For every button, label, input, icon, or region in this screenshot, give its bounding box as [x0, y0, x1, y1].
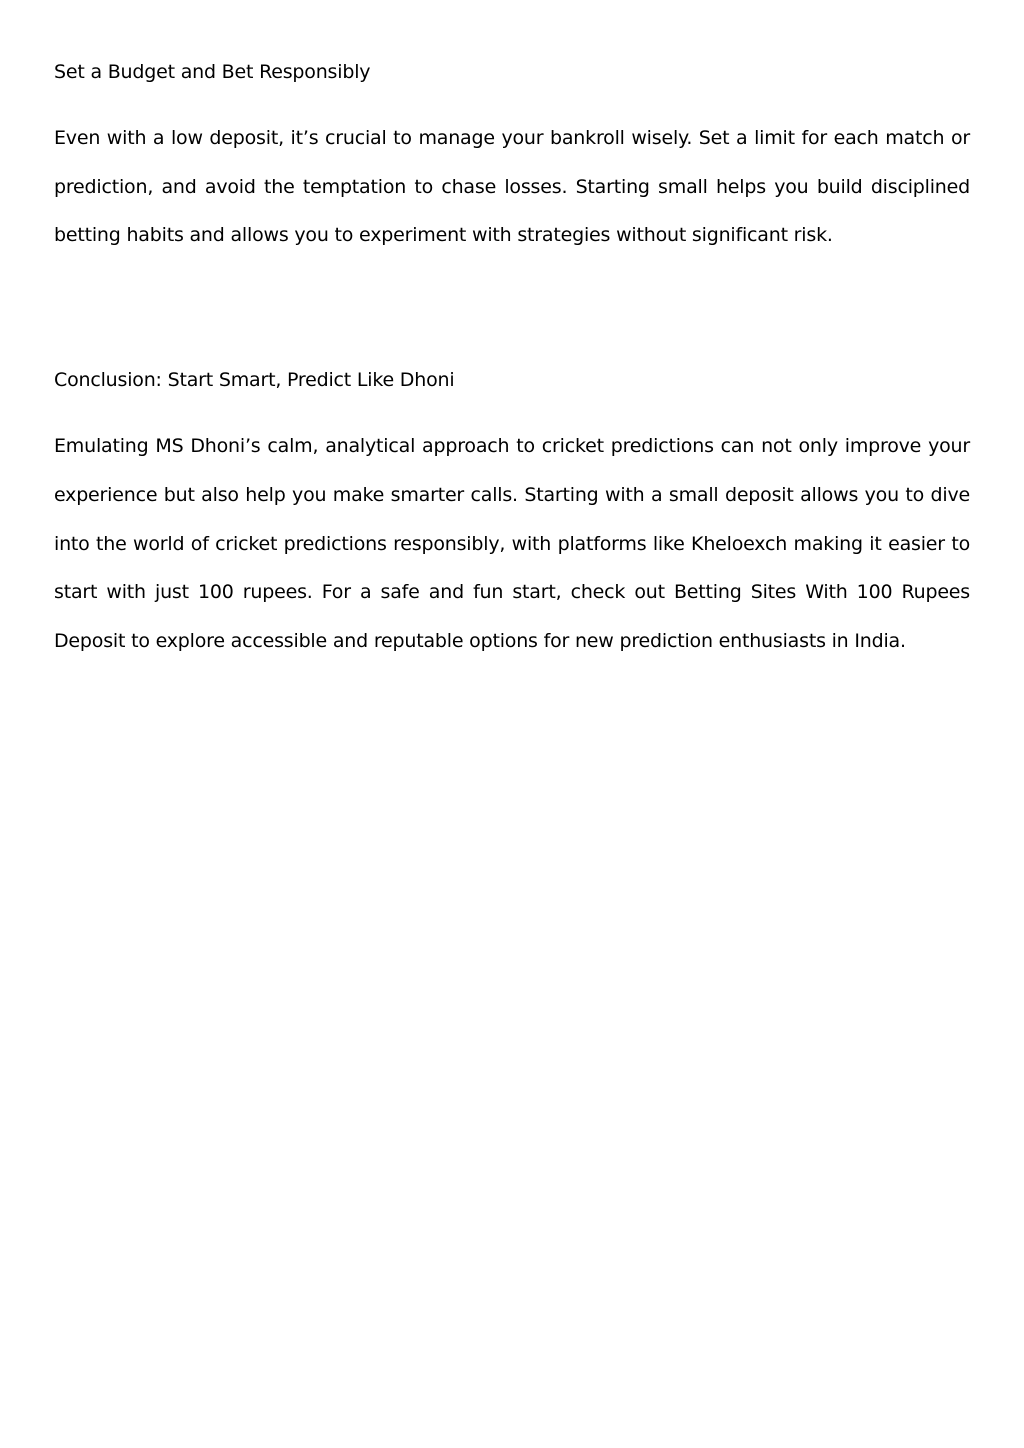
section-heading-conclusion: Conclusion: Start Smart, Predict Like Dhoni	[54, 369, 455, 392]
section-paragraph-budget: Even with a low deposit, it’s crucial to manage your bankroll wisely. Set a limit for each match or prediction, and avoid the temptation to chase losses. Starting small helps you build disciplined betting habits and allows you to experiment with strategies without significant risk.	[54, 127, 970, 247]
section-paragraph-conclusion: Emulating MS Dhoni’s calm, analytical approach to cricket predictions can not only improve your experience but also help you make smarter calls. Starting with a small deposit allows you to dive into the world of cricket predictions responsibly, with platforms like Kheloexch making it easier to start with just 100 rupees. For a safe and fun start, check out Betting Sites With 100 Rupees Deposit to explore accessible and reputable options for new prediction enthusiasts in India.	[54, 435, 970, 652]
document-content	[54, 56, 970, 666]
section-heading-budget: Set a Budget and Bet Responsibly	[54, 61, 371, 83]
